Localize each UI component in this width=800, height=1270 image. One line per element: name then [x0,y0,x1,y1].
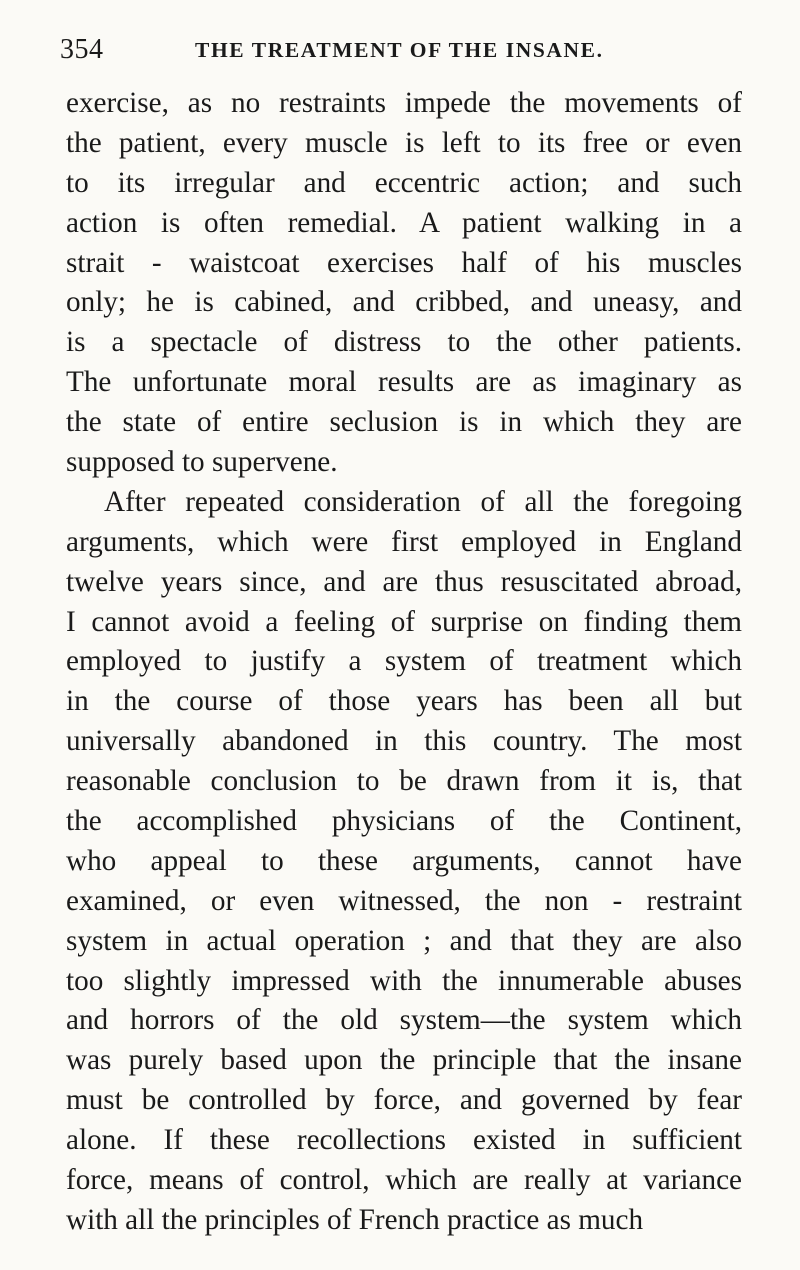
text-line: too slightly impressed with the innumerable abuses [66,964,742,997]
text-line: the patient, every muscle is left to its free or even [66,126,742,159]
text-line: alone. If these recollections existed in sufficient [66,1124,742,1157]
text-line: the state of entire seclusion is in which they are [66,406,742,439]
text-line: exercise, as no restraints impede the movements of [66,87,742,119]
text-line: must be controlled by force, and governed by fear [66,1084,742,1117]
text-line: only; he is cabined, and cribbed, and uneasy, and [66,286,742,319]
text-line: I cannot avoid a feeling of surprise on finding them [66,605,742,638]
text-line: with all the principles of French practice as much [66,1203,644,1236]
text-line: was purely based upon the principle that the insane [66,1044,742,1077]
body-text [66,84,742,1241]
text-line: is a spectacle of distress to the other patients. [66,326,742,359]
text-line: employed to justify a system of treatment which [66,645,742,678]
text-line: The unfortunate moral results are as imaginary as [66,366,742,399]
page-number: 354 [60,34,104,65]
text-line: reasonable conclusion to be drawn from it is, that [66,765,742,798]
running-head [60,32,740,68]
text-line: in the course of those years has been all but [66,685,742,718]
text-line: arguments, which were first employed in England [66,525,742,558]
text-line: and horrors of the old system—the system which [66,1004,742,1037]
text-line: strait - waistcoat exercises half of his muscles [66,246,742,279]
text-line: supposed to supervene. [66,446,338,479]
text-line: After repeated consideration of all the foregoing [104,485,742,518]
text-line: action is often remedial. A patient walking in a [66,206,742,239]
text-line: who appeal to these arguments, cannot have [66,844,742,877]
text-line: universally abandoned in this country. The most [66,725,742,758]
text-line: system in actual operation ; and that they are also [66,924,742,957]
text-line: the accomplished physicians of the Continent, [66,805,742,838]
text-line: twelve years since, and are thus resuscitated abroad, [66,565,742,598]
text-line: examined, or even witnessed, the non - restraint [66,884,742,917]
running-title: THE TREATMENT OF THE INSANE. [195,38,604,62]
text-line: to its irregular and eccentric action; and such [66,166,742,199]
text-line: force, means of control, which are really at variance [66,1164,742,1197]
